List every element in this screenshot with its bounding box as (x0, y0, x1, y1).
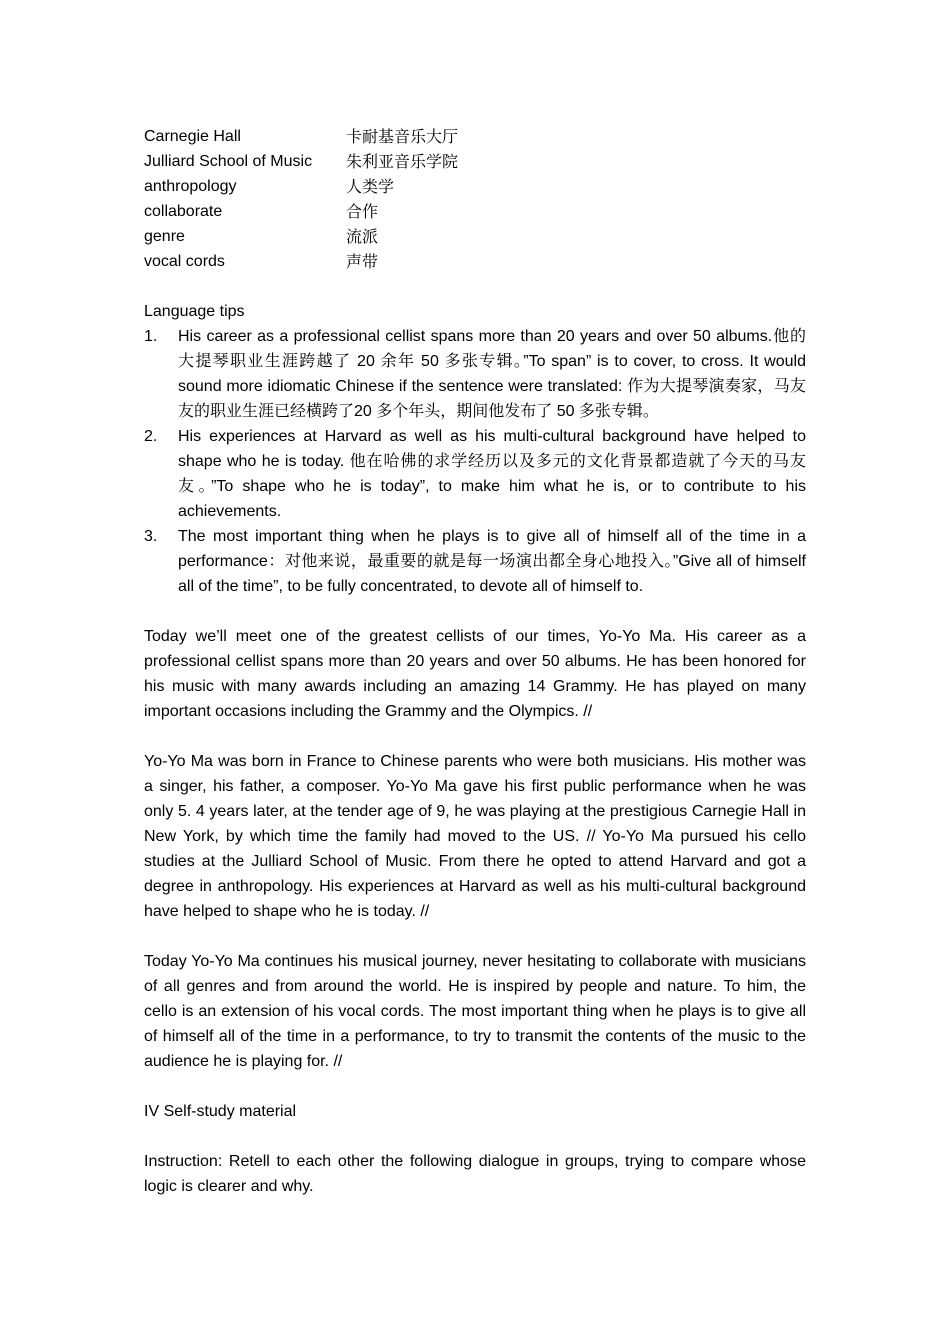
glossary-term: genre (144, 228, 185, 245)
language-tips-list (144, 324, 806, 599)
language-tip-item (144, 524, 806, 599)
passage-paragraph: Yo-Yo Ma was born in France to Chinese parents who were both musicians. His mother was a singer, his father, a composer. Yo-Yo Ma gave his first public performance when he was only 5. 4 years later, at the tender age of 9, he was playing at the prestigious Carnegie Hall in New York, by which time the family had moved to the US. // Yo-Yo Ma pursued his cello studies at the Julliard School of Music. From there he opted to attend Harvard and got a degree in anthropology. His experiences at Harvard as well as his multi-cultural background have helped to shape who he is today. // (144, 753, 806, 920)
tip-text: His experiences at Harvard as well as his multi-cultural background have helped to shape who he is today. 他在哈佛的求学经历以及多元的文化背景都造就了今天的马友友。”To shape who he is today”, to make him what he is, or to contribute to his achievements. (178, 428, 806, 520)
glossary-term: collaborate (144, 203, 223, 220)
glossary-row (144, 124, 806, 149)
spacer (144, 599, 806, 624)
glossary-term: Carnegie Hall (144, 128, 241, 145)
document-page (144, 124, 806, 1199)
glossary-translation: 人类学 (346, 177, 395, 196)
tip-number: 1. (144, 328, 158, 345)
language-tips-heading: Language tips (144, 303, 245, 320)
glossary-translation: 卡耐基音乐大厅 (346, 127, 459, 146)
glossary-row (144, 174, 806, 199)
tip-text: His career as a professional cellist spans more than 20 years and over 50 albums.他的大提琴职业生涯跨越了 20 余年 50 多张专辑。”To span” is to cover, to cross. It would sound more idiomatic Chinese if the sentence were translated: 作为大提琴演奏家，马友友的职业生涯已经横跨了20 多个年头，期间他发布了 50 多张专辑。 (178, 328, 806, 420)
glossary-row (144, 149, 806, 174)
tip-number: 3. (144, 528, 158, 545)
spacer (144, 924, 806, 949)
spacer (144, 274, 806, 299)
glossary-term: Julliard School of Music (144, 153, 313, 170)
glossary-translation: 声带 (346, 252, 379, 271)
tip-number: 2. (144, 428, 158, 445)
spacer (144, 1074, 806, 1099)
language-tip-item (144, 424, 806, 524)
self-study-heading: IV Self-study material (144, 1103, 297, 1120)
glossary-translation: 合作 (346, 202, 379, 221)
glossary-list (144, 124, 806, 274)
glossary-translation: 流派 (346, 227, 379, 246)
glossary-term: anthropology (144, 178, 237, 195)
instruction-text: Instruction: Retell to each other the following dialogue in groups, trying to compare whose logic is clearer and why. (144, 1153, 806, 1195)
glossary-term: vocal cords (144, 253, 225, 270)
glossary-translation: 朱利亚音乐学院 (346, 152, 459, 171)
spacer (144, 1124, 806, 1149)
passage-paragraph: Today we’ll meet one of the greatest cellists of our times, Yo-Yo Ma. His career as a professional cellist spans more than 20 years and over 50 albums. He has been honored for his music with many awards including an amazing 14 Grammy. He has played on many important occasions including the Grammy and the Olympics. // (144, 628, 806, 720)
glossary-row (144, 249, 806, 274)
tip-text: The most important thing when he plays is to give all of himself all of the time in a performance：对他来说，最重要的就是每一场演出都全身心地投入。”Give all of himself all of the time”, to be fully concentrated, to devote all of himself to. (178, 528, 806, 595)
passage-paragraph: Today Yo-Yo Ma continues his musical journey, never hesitating to collaborate with musicians of all genres and from around the world. He is inspired by people and nature. To him, the cello is an extension of his vocal cords. The most important thing when he plays is to give all of himself all of the time in a performance, to try to transmit the contents of the music to the audience he is playing for. // (144, 953, 806, 1070)
glossary-row (144, 224, 806, 249)
glossary-row (144, 199, 806, 224)
spacer (144, 724, 806, 749)
language-tip-item (144, 324, 806, 424)
